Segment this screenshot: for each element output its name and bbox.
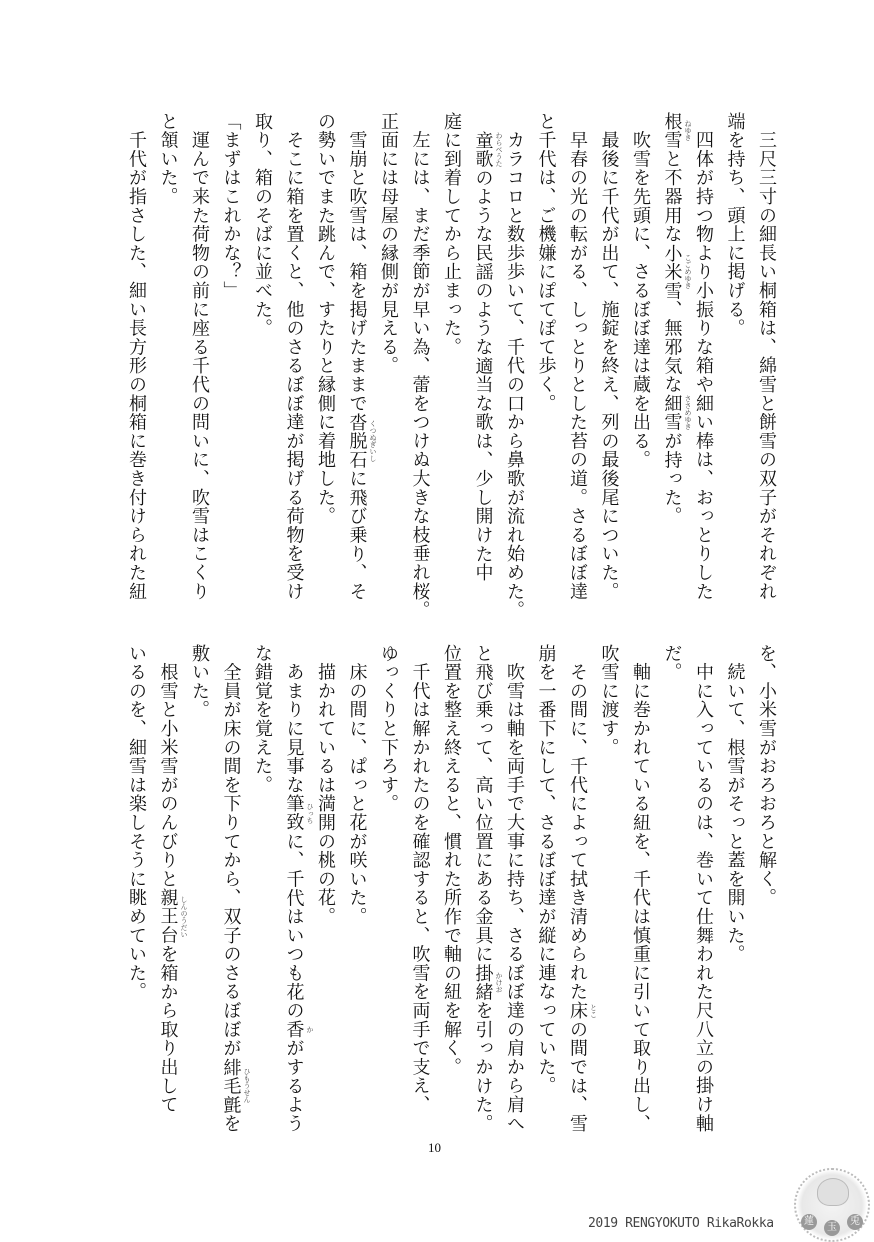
ruby-word [472,130,503,169]
ruby-reading: かけお [495,971,503,993]
text-column [688,644,720,1144]
ruby-word [661,394,692,432]
text-run: 運んで来た荷物の前に座る千代の問いに、吹雪はこくり [189,112,210,601]
text-run: 取り、箱のそばに並べた。 [252,112,273,338]
ruby-reading: ねゆき [684,120,692,142]
text-run: だ。 [661,644,683,682]
text-column [625,112,657,612]
ruby-reading: しんのうだい [180,895,188,938]
text-run: 「まずはこれかな？」 [220,112,242,300]
ruby-word [346,412,377,470]
text-run: 床の間に、ぱっと花が咲いた。 [346,644,368,926]
ruby-reading: か [306,1025,314,1033]
text-run: いるのを、細雪は楽しそうに眺めていた。 [126,644,147,1002]
rabbit-bird-icon [817,1178,849,1206]
ruby-base: 筆致 [283,794,305,833]
text-run: が持った。 [661,431,683,526]
text-run: 吹雪は軸を両手で大事に持ち、さるぼぼ達の肩から肩へ [504,644,525,1133]
ruby-reading: こごめゆき [684,254,692,290]
ruby-base: 緋毛氈 [220,1057,242,1115]
ruby-base: 香 [283,1020,305,1039]
text-run: 軸に巻かれている紐を、千代は慎重に引いて取り出し、 [630,644,651,1133]
text-run: を引っかけた。 [472,1001,494,1133]
ruby-base: 掛緒 [472,963,494,1002]
ruby-reading: とこ [589,1003,598,1018]
text-column [341,644,373,1144]
text-column [310,112,342,612]
text-run: のような民謡のような適当な歌は、少し開けた中 [472,168,494,583]
text-column [499,112,531,620]
text-run: な錯覚を覚えた。 [252,644,273,795]
text-run: 端を持ち、頭上に掲げる。 [724,112,746,338]
text-column [404,112,436,620]
ruby-base: 親王台 [157,888,179,945]
text-column [593,644,625,1144]
text-run [473,112,494,131]
text-run: 全員が床の間を下りてから、双子のさるぼぼが [220,644,242,1058]
text-run: を、小米雪がおろおろと解く。 [756,644,777,908]
text-column [530,644,562,1144]
text-run: 中に入っているのは、巻いて仕舞われた尺八立の掛け軸 [693,644,714,1133]
text-run: 、無邪気な [661,300,683,395]
page-number: 10 [428,1140,441,1155]
text-block-upper [120,112,782,620]
text-run: 敷いた。 [189,644,210,720]
text-column [656,644,688,1144]
text-run: 正面には母屋の縁側が見える。 [378,112,399,376]
text-column [719,644,751,1144]
text-run: 雪崩と吹雪は、箱を掲げたままで [346,112,368,413]
ruby-base: 小米雪 [661,243,683,301]
text-run: 吹雪に渡す。 [598,644,620,757]
text-run: 四体が持つ物より小振りな箱や細い棒は、おっとりした [693,112,714,601]
ruby-base: 沓脱石 [346,412,368,470]
text-column [247,112,279,612]
text-column [562,644,598,1144]
text-column [310,644,342,1144]
text-run: 早春の光の転がる、しっとりとした苔の道。さるぼぼ達 [567,112,588,601]
text-column [436,644,468,1144]
text-run: に、千代はいつも花の [283,832,305,1021]
text-run: 描かれているは満開の桃の花。 [315,644,336,926]
text-column [656,112,692,612]
text-run: その間に、千代によって拭き清められた [567,644,588,1002]
text-column [593,112,625,612]
ruby-base: 細雪 [661,394,683,432]
text-column [719,112,751,612]
text-column [404,644,436,1144]
text-run: 庭に到着してから止まった。 [441,112,462,357]
ruby-word [567,1001,598,1021]
text-column [184,112,216,612]
text-run: ゆっくりと下ろす。 [378,644,399,814]
text-column [688,112,720,612]
text-column [373,112,405,612]
text-column [121,644,153,1144]
text-column [121,112,153,612]
text-column [625,644,657,1144]
ruby-reading: ひっち [306,802,314,824]
text-run: そこに箱を置くと、他のさるぼぼ達が掲げる荷物を受け [283,112,305,601]
text-run: 左には、まだ季節が早い為、蕾をつけぬ大きな枝垂れ桜。 [409,112,431,620]
text-block-lower [120,644,782,1144]
text-column [436,112,468,612]
ruby-base: 童歌 [472,130,494,169]
text-run: に飛び乗り、そ [346,469,368,601]
text-run: と不器用な [661,149,683,244]
ruby-base: 床 [567,1001,588,1021]
text-run: を [220,1114,242,1133]
text-run: 位置を整え終えると、慣れた所作で軸の紐を解く。 [441,644,462,1077]
text-run: の間では、雪 [567,1020,588,1133]
text-column [215,112,247,612]
ruby-reading: ひもうせん [243,1068,251,1104]
text-run: の勢いでまた跳んで、すたりと縁側に着地した。 [315,112,336,526]
ruby-word [220,1057,251,1115]
text-run: 千代が指さした、細い長方形の桐箱に巻き付けられた紐 [126,112,147,601]
text-column [499,644,531,1144]
text-column [373,644,405,1144]
text-column [751,644,783,1144]
text-run: あまりに見事な [283,644,305,795]
ruby-word [661,112,692,150]
logo-char: 蓮 [801,1214,817,1230]
text-run: 最後に千代が出て、施錠を終え、列の最後尾についた。 [598,112,620,601]
text-column [152,112,184,612]
ruby-reading: わらべうた [495,132,503,168]
text-run: と千代は、ご機嫌にぽてぽて歩く。 [535,112,557,413]
text-run: 続いて、根雪がそっと蓋を開いた。 [724,644,746,964]
text-run: 三尺三寸の細長い桐箱は、綿雪と餅雪の双子がそれぞれ [756,112,777,601]
text-column [184,644,216,1144]
ruby-word [283,794,314,833]
logo-char: 兎 [847,1214,863,1230]
text-column [152,644,188,1144]
text-run: を箱から取り出して [157,944,179,1115]
ruby-word [283,1020,314,1039]
text-column [751,112,783,612]
text-column [562,112,594,612]
text-run: 千代は解かれたのを確認すると、吹雪を両手で支え、 [409,644,431,1114]
text-run: 吹雪を先頭に、さるぼぼ達は蔵を出る。 [630,112,651,470]
text-run: 根雪と小米雪がのんびりと [157,644,179,889]
text-column [530,112,562,612]
ruby-base: 根雪 [661,112,683,150]
text-run: 崩を一番下にして、さるぼぼ達が縦に連なっていた。 [535,644,557,1096]
text-run: と飛び乗って、高い位置にある金具に [472,644,494,964]
ruby-word [472,963,503,1002]
text-column [341,112,377,612]
text-column [278,112,310,612]
text-run: カラコロと数歩歩いて、千代の口から鼻歌が流れ始めた。 [504,112,525,620]
ruby-word [661,243,692,301]
text-column [215,644,251,1144]
ruby-reading: くつぬぎいし [369,420,377,463]
text-run: と頷いた。 [157,112,179,206]
text-column [247,644,279,1144]
ruby-reading: ささめゆき [684,395,692,431]
text-column [278,644,314,1144]
text-column [467,644,503,1144]
circle-logo-seal [794,1168,870,1242]
logo-char: 玉 [824,1220,840,1236]
footer-credit: 2019 RENGYOKUTO RikaRokka [588,1216,774,1231]
text-column [467,112,503,612]
text-run: がするよう [283,1038,305,1133]
ruby-word [157,888,188,945]
